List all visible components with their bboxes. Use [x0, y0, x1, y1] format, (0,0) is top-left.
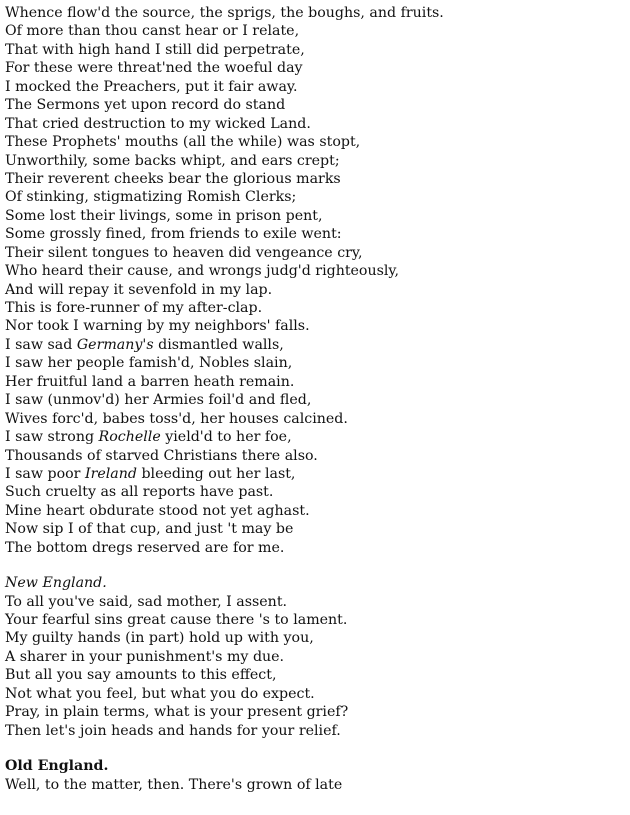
poem-line: That with high hand I still did perpetrate,	[5, 41, 305, 58]
poem-line: Wives forc'd, babes toss'd, her houses calcined.	[5, 410, 348, 427]
poem-line: Her fruitful land a barren heath remain.	[5, 373, 295, 390]
poem-line: That cried destruction to my wicked Land.	[5, 115, 311, 132]
poem-line: The Sermons yet upon record do stand	[5, 97, 286, 114]
poem-line: Their reverent cheeks bear the glorious marks	[5, 170, 341, 187]
poem-line: Some lost their livings, some in prison pent,	[5, 207, 323, 224]
stanza-gap	[5, 740, 625, 757]
poem-line: But all you say amounts to this effect,	[5, 667, 277, 684]
poem-line: I mocked the Preachers, put it fair away.	[5, 78, 298, 95]
poem-line: Who heard their cause, and wrongs judg'd righteously,	[5, 263, 400, 280]
poem-line: Your fearful sins great cause there 's to lament.	[5, 612, 348, 628]
line-text: dismantled walls,	[153, 336, 284, 353]
poem-line: Whence flow'd the source, the sprigs, the boughs, and fruits.	[5, 5, 444, 21]
poem-line: Then let's join heads and hands for your relief.	[5, 722, 341, 739]
poem-line: Such cruelty as all reports have past.	[5, 484, 274, 501]
poem-line-ireland	[5, 465, 625, 483]
poem-line-germany	[5, 336, 625, 354]
poem-line-rochelle	[5, 428, 625, 446]
poem-line: I saw her people famish'd, Nobles slain,	[5, 355, 293, 372]
speaker-label-new-england: New England.	[5, 575, 107, 592]
speaker-label-old-england: Old England.	[5, 758, 109, 775]
line-text: I saw strong	[5, 429, 99, 446]
poem-line: A sharer in your punishment's my due.	[5, 648, 285, 665]
poem-line: Pray, in plain terms, what is your present grief?	[5, 704, 349, 721]
stanza-gap	[5, 557, 625, 574]
poem-line: Mine heart obdurate stood not yet aghast.	[5, 502, 310, 519]
poem-line: And will repay it sevenfold in my lap.	[5, 281, 273, 298]
line-text: yield'd to her foe,	[160, 429, 292, 446]
poem-line: My guilty hands (in part) hold up with you,	[5, 630, 314, 647]
poem-line: I saw (unmov'd) her Armies foil'd and fled,	[5, 392, 312, 409]
poem-page	[5, 4, 625, 794]
poem-line: Well, to the matter, then. There's grown of late	[5, 776, 343, 793]
stanza-old-england-speech	[5, 4, 625, 557]
poem-line: Now sip I of that cup, and just 't may be	[5, 521, 294, 538]
poem-line: Of stinking, stigmatizing Romish Clerks;	[5, 189, 297, 206]
poem-line: Unworthily, some backs whipt, and ears crept;	[5, 152, 340, 169]
place-name-ireland: Ireland	[84, 465, 137, 482]
poem-line: To all you've said, sad mother, I assent.	[5, 593, 288, 610]
poem-line: For these were threat'ned the woeful day	[5, 60, 303, 77]
poem-line: Thousands of starved Christians there also.	[5, 447, 318, 464]
place-name-germany: Germany's	[76, 336, 154, 353]
poem-line: Their silent tongues to heaven did vengeance cry,	[5, 244, 363, 261]
stanza-new-england-speech	[5, 574, 625, 740]
line-text: bleeding out her last,	[136, 465, 296, 482]
poem-line: These Prophets' mouths (all the while) was stopt,	[5, 134, 361, 151]
line-text: I saw poor	[5, 465, 85, 482]
poem-line: This is fore-runner of my after-clap.	[5, 300, 263, 316]
poem-line: Some grossly fined, from friends to exile went:	[5, 226, 342, 243]
place-name-rochelle: Rochelle	[98, 429, 161, 446]
poem-line: Not what you feel, but what you do expect.	[5, 685, 315, 702]
poem-line: Nor took I warning by my neighbors' falls.	[5, 318, 310, 335]
line-text: I saw sad	[5, 336, 77, 353]
poem-line: The bottom dregs reserved are for me.	[5, 539, 285, 556]
poem-line: Of more than thou canst hear or I relate,	[5, 23, 300, 40]
stanza-old-england-reply	[5, 757, 625, 794]
